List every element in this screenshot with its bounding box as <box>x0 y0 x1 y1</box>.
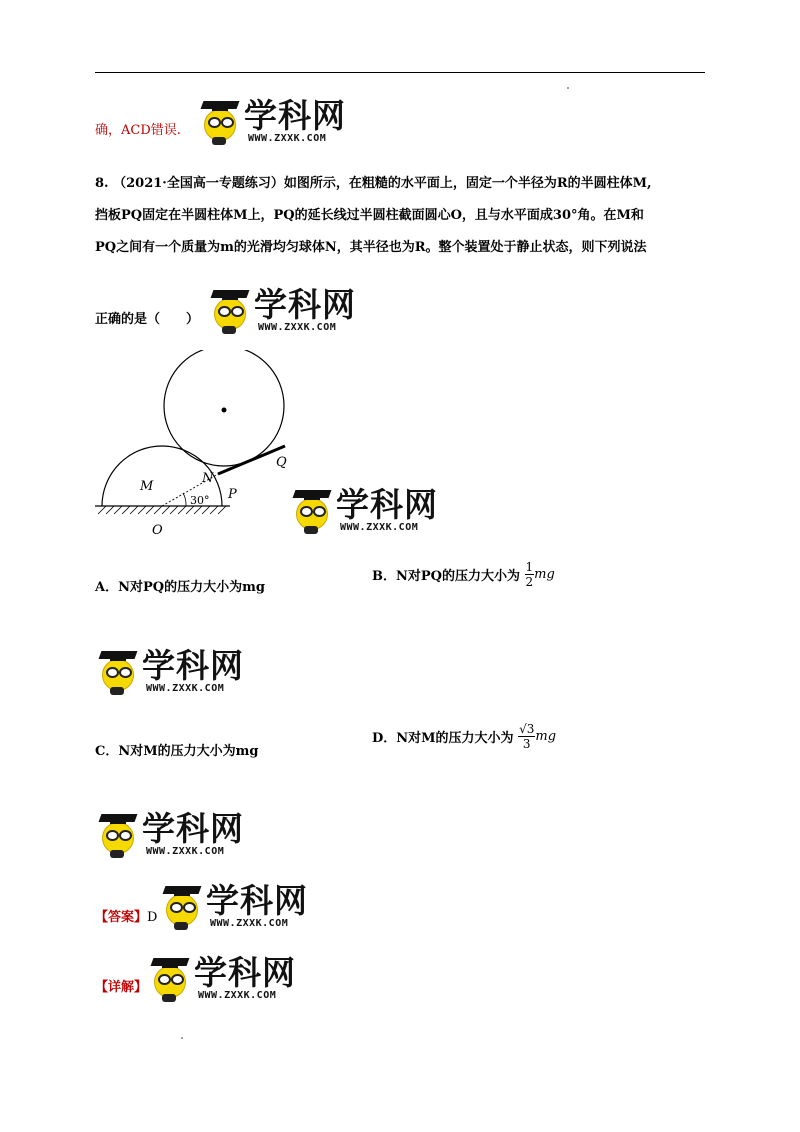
watermark-logo <box>210 284 370 336</box>
question-line-3: PQ之间有一个质量为m的光滑均匀球体N，其半径也为R。整个装置处于静止状态，则下列说法 <box>95 240 647 255</box>
option-D-label: D． <box>372 731 397 746</box>
label-Q: Q <box>276 455 287 470</box>
sphere-center-dot <box>222 408 227 413</box>
label-angle: 30° <box>190 494 210 507</box>
question-line-2: 挡板PQ固定在半圆柱体M上，PQ的延长线过半圆柱截面圆心O，且与水平面成30°角。在M和 <box>95 208 644 223</box>
option-C <box>95 740 258 759</box>
logo-url: WWW.ZXXK.COM <box>210 918 289 929</box>
logo-brand: 学科网 <box>206 881 308 920</box>
label-M: M <box>140 479 154 494</box>
logo-brand: 学科网 <box>194 953 296 992</box>
question-line-1 <box>95 172 652 191</box>
logo-brand: 学科网 <box>142 809 244 848</box>
option-B-frac-den: 2 <box>525 575 534 589</box>
explanation-tag: 【详解】 <box>95 980 148 995</box>
option-D-frac-num: √3 <box>519 722 535 736</box>
logo-brand: 学科网 <box>336 485 438 524</box>
option-D-text: N对M的压力大小为 <box>396 731 514 746</box>
logo-url: WWW.ZXXK.COM <box>146 683 225 694</box>
watermark-logo <box>150 952 310 1004</box>
logo-url: WWW.ZXXK.COM <box>258 322 337 333</box>
watermark-logo <box>98 808 258 860</box>
option-A-text: N对PQ的压力大小为mg <box>118 580 265 595</box>
option-D-suffix: mg <box>535 729 557 744</box>
option-B <box>372 560 555 589</box>
answer-line <box>95 906 157 925</box>
header-rule <box>95 72 705 73</box>
answer-tag: 【答案】 <box>95 910 148 925</box>
option-B-fraction <box>525 560 535 589</box>
option-C-text: N对M的压力大小为mg <box>118 744 259 759</box>
logo-url: WWW.ZXXK.COM <box>198 990 277 1001</box>
label-P: P <box>228 487 237 502</box>
question-number: 8. <box>95 176 109 191</box>
question-line-4: 正确的是（ ） <box>95 312 200 327</box>
option-D-frac-den: 3 <box>522 737 531 751</box>
logo-url: WWW.ZXXK.COM <box>146 846 225 857</box>
logo-brand: 学科网 <box>254 285 356 324</box>
logo-brand: 学科网 <box>142 646 244 685</box>
question-source: （2021·全国高一专题练习） <box>113 176 284 191</box>
board-PQ <box>218 446 285 474</box>
option-D <box>372 722 556 751</box>
question-text-1: 如图所示，在粗糙的水平面上，固定一个半径为R的半圆柱体M, <box>283 176 652 191</box>
option-B-label: B． <box>372 569 396 584</box>
watermark-logo <box>162 880 322 932</box>
stray-dot <box>567 87 569 89</box>
watermark-logo <box>292 484 452 536</box>
answer-value: D <box>147 910 158 925</box>
option-C-label: C． <box>95 744 119 759</box>
option-B-text: N对PQ的压力大小为 <box>396 569 520 584</box>
physics-figure <box>90 350 310 540</box>
option-D-fraction <box>518 722 535 751</box>
angle-arc <box>183 493 186 506</box>
intro-line: 确，ACD错误. <box>95 123 181 138</box>
logo-url: WWW.ZXXK.COM <box>248 133 327 144</box>
label-O: O <box>152 523 163 538</box>
option-A-label: A． <box>95 580 119 595</box>
stray-dot <box>181 1037 183 1039</box>
option-A <box>95 576 265 595</box>
watermark-logo <box>98 645 258 697</box>
logo-url: WWW.ZXXK.COM <box>340 522 419 533</box>
ground-hatch <box>98 506 226 514</box>
option-B-frac-num: 1 <box>525 560 534 574</box>
label-N: N <box>202 471 214 486</box>
logo-brand: 学科网 <box>244 96 346 135</box>
watermark-logo <box>200 95 360 147</box>
option-B-suffix: mg <box>534 567 555 582</box>
